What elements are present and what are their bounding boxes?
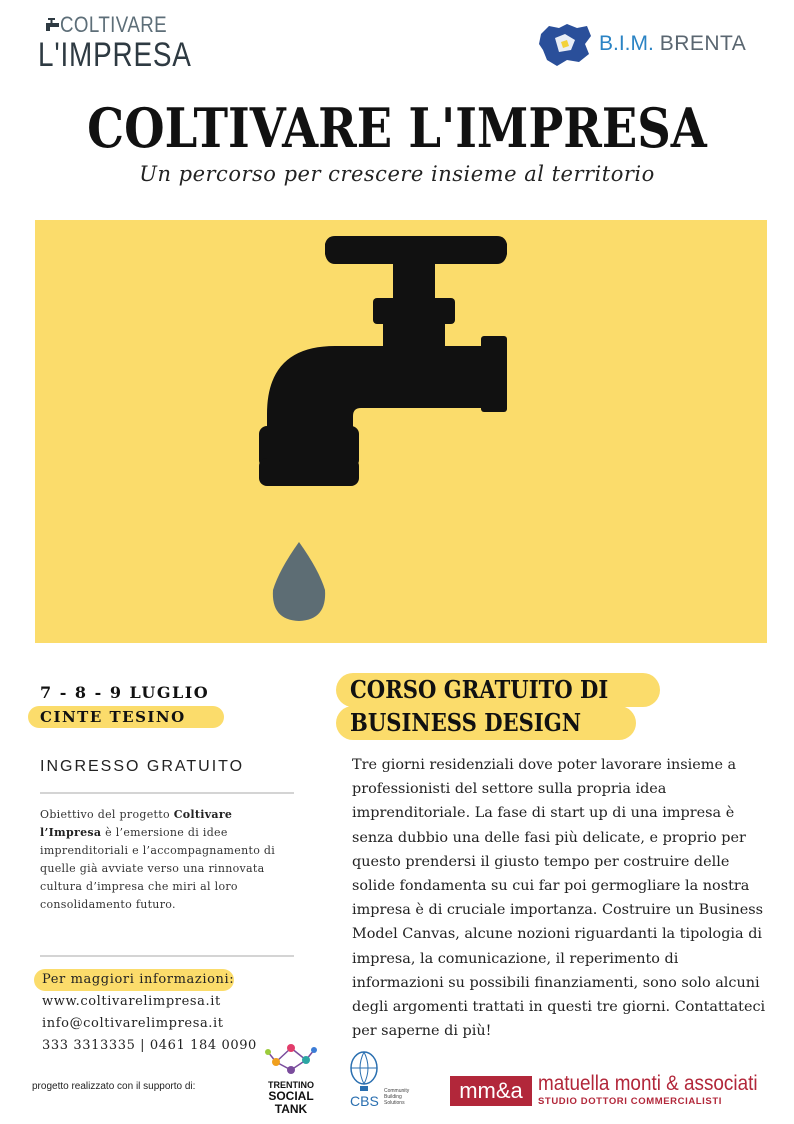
objective-text: [40, 806, 296, 914]
divider: [40, 955, 294, 957]
cbs-line1: Community: [384, 1088, 410, 1094]
objective-prefix: Obiettivo del progetto: [40, 808, 174, 821]
mm-sub: STUDIO DOTTORI COMMERCIALISTI: [538, 1096, 722, 1107]
bim-brenta-text: [599, 32, 746, 56]
territory-map-icon: [537, 20, 593, 68]
event-place-badge: [28, 706, 224, 728]
bim-brenta-logo: [537, 18, 757, 74]
faucet-logo-icon: [42, 18, 60, 32]
brenta-text: BRENTA: [659, 32, 747, 55]
phone-numbers: 333 3313335 | 0461 184 0090: [42, 1038, 257, 1053]
website-link[interactable]: www.coltivarelimpresa.it: [42, 994, 221, 1009]
info-heading-badge: [34, 969, 234, 991]
logo-left-line1: COLTIVARE: [60, 12, 168, 37]
info-heading: Per maggiori informazioni:: [42, 972, 235, 987]
divider: [40, 792, 294, 794]
entry-label: INGRESSO GRATUITO: [40, 758, 245, 775]
support-text: progetto realizzato con il supporto di:: [32, 1081, 196, 1092]
page-title: COLTIVARE L'IMPRESA: [87, 96, 707, 160]
tst-line2: SOCIAL: [268, 1089, 314, 1103]
balloon-icon: [348, 1050, 428, 1110]
mm-name: matuella monti & associati: [538, 1072, 758, 1095]
cbs-name: CBS: [350, 1093, 379, 1109]
logo-left-line2: L'IMPRESA: [38, 36, 192, 74]
mm-short: mm&a: [450, 1076, 532, 1106]
objective-suffix: è l’emersione di idee imprenditoriali e l’accompagnamento di quelle già avviate verso una rinnovata cultura d’impresa che miri al loro consolidamento futuro.: [40, 826, 276, 911]
bim-text: B.I.M.: [599, 32, 654, 55]
objective-bold: Coltivare l’Impresa: [40, 808, 233, 839]
coltivare-impresa-logo: [34, 12, 192, 74]
water-drop-icon: [35, 220, 767, 643]
tst-line3: TANK: [274, 1102, 308, 1116]
email-link[interactable]: info@coltivarelimpresa.it: [42, 1016, 224, 1031]
trentino-social-tank-logo: [258, 1040, 324, 1120]
cbs-line3: Solutions: [384, 1100, 405, 1106]
tst-line1: TRENTINO: [268, 1080, 314, 1090]
cbs-logo: [348, 1050, 428, 1110]
course-title-line1: CORSO GRATUITO DI: [350, 675, 609, 704]
event-place: CINTE TESINO: [40, 708, 186, 726]
hero-banner: [35, 220, 767, 643]
page-subtitle: Un percorso per crescere insieme al territorio: [139, 162, 655, 186]
matuella-monti-logo: [450, 1072, 758, 1108]
course-title-line2: BUSINESS DESIGN: [350, 708, 582, 737]
network-icon: [258, 1040, 324, 1120]
course-description: Tre giorni residenziali dove poter lavorare insieme a professionisti del settore sulla propria idea imprenditoriale. La fase di start up di una impresa è senza dubbio una delle fasi più delicate, e proprio per questo prendersi il giusto tempo per costruire delle solide fondamenta su cui far poi germogliare la nostra impresa è di cruciale importanza. Costruire un Business Model Canvas, alcune nozioni riguardanti la tipologia di impresa, la comunicazione, il reperimento di informazioni su possibili finanziamenti, sono solo alcuni degli argomenti trattati in questi tre giorni. Contattateci per saperne di più!: [352, 757, 766, 1040]
cbs-line2: Building: [384, 1094, 402, 1100]
event-dates: 7 - 8 - 9 LUGLIO: [40, 683, 210, 702]
